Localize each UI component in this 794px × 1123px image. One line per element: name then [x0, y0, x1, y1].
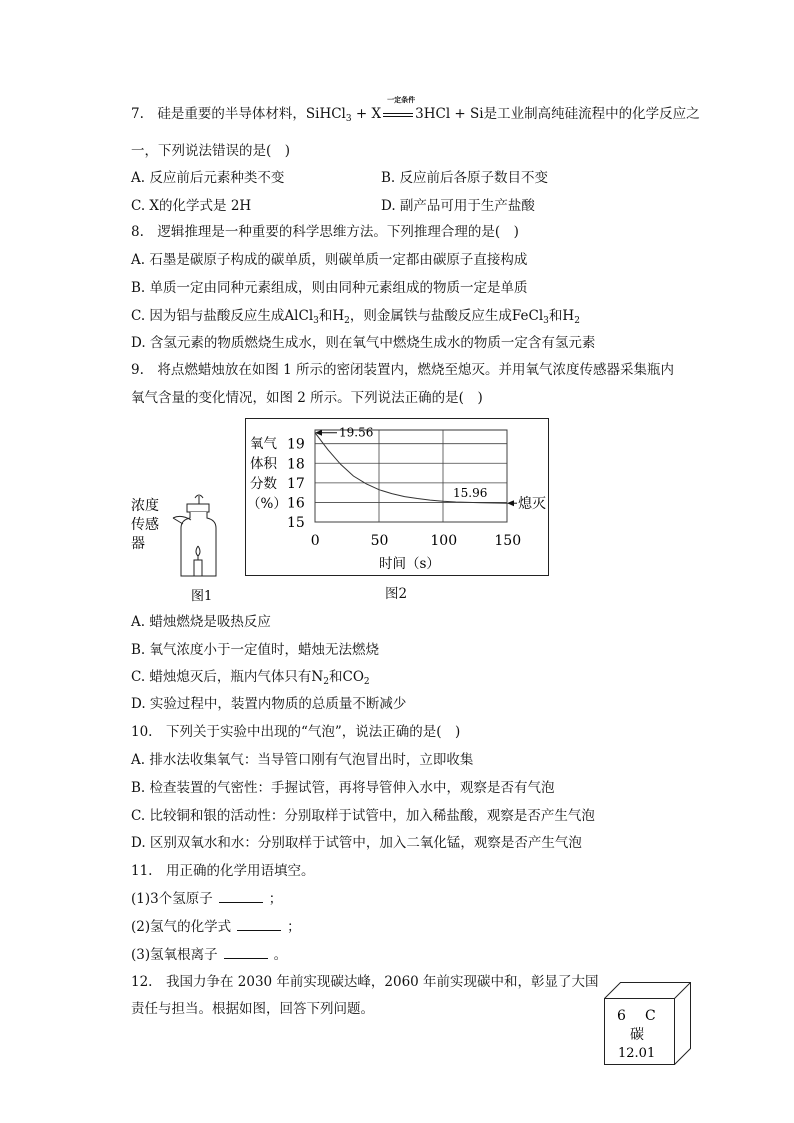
q8-option-c: C. 因为铝与盐酸反应生成AlCl$_3$和$H_2$，则金属铁与盐酸反应生成FeCl$_3$和$H_2$ — [131, 308, 580, 326]
q9-stem-line2: 氧气含量的变化情况，如图 2 所示。下列说法正确的是( ) — [131, 390, 483, 406]
q9-option-c: C. 蜡烛熄灭后，瓶内气体只有$N_2$和$CO_2$ — [131, 669, 370, 687]
q7-option-b: B. 反应前后各原子数目不变 — [381, 170, 549, 186]
q10-option-b: B. 检查装置的气密性：手握试管，再将导管伸入水中，观察是否有气泡 — [131, 780, 555, 796]
annotation-start-value: 19.56 — [339, 425, 374, 440]
atomic-number: 6 — [617, 1008, 626, 1024]
annotation-end-value: 15.96 — [453, 486, 488, 501]
q10-option-a: A. 排水法收集氧气：当导管口刚有气泡冒出时，立即收集 — [131, 752, 474, 768]
q7-option-d: D. 副产品可用于生产盐酸 — [381, 198, 535, 214]
q8-option-a: A. 石墨是碳原子构成的碳单质，则碳单质一定都由碳原子直接构成 — [131, 252, 528, 268]
x-tick-label: 50 — [370, 533, 389, 549]
q9-option-b: B. 氧气浓度小于一定值时，蜡烛无法燃烧 — [131, 642, 380, 658]
q10-option-d: D. 区别双氧水和水：分别取样于试管中，加入二氧化锰，观察是否产生气泡 — [131, 835, 582, 851]
figure-1-caption: 图1 — [191, 589, 213, 604]
q12-stem-line2: 责任与担当。根据如图，回答下列问题。 — [131, 1001, 374, 1017]
annotation-extinguish: 熄灭 — [518, 496, 546, 513]
q8-stem: 8. 逻辑推理是一种重要的科学思维方法。下列推理合理的是( ) — [131, 224, 519, 240]
x-axis-label: 时间（s） — [379, 556, 440, 572]
q11-item-2: (2)氢气的化学式 ； — [131, 919, 301, 935]
x-tick-label: 100 — [430, 533, 458, 549]
y-axis-label-line3: 分数 — [250, 476, 277, 492]
q9-option-d: D. 实验过程中，装置内物质的总质量不断减少 — [131, 696, 407, 712]
answer-blank-2[interactable] — [237, 918, 281, 931]
y-tick-label: 19 — [287, 436, 305, 453]
reaction-arrow: 一定条件 — [381, 104, 415, 124]
q7-stem-line2: 一，下列说法错误的是( ) — [131, 143, 291, 159]
sensor-label-line3: 器 — [131, 536, 145, 552]
y-tick-label: 17 — [287, 475, 305, 492]
q9-stem-line1: 9. 将点燃蜡烛放在如图 1 所示的密闭装置内，燃烧至熄灭。并用氧气浓度传感器采集瓶内 — [131, 362, 675, 378]
y-axis-label-line4: （%） — [247, 496, 287, 512]
answer-blank-1[interactable] — [219, 890, 263, 903]
element-name: 碳 — [630, 1027, 644, 1043]
y-tick-label: 15 — [287, 515, 305, 531]
sensor-label-line1: 浓度 — [131, 498, 159, 514]
sensor-label-line2: 传感 — [131, 517, 159, 533]
atomic-mass: 12.01 — [618, 1046, 656, 1061]
x-tick-label: 0 — [310, 533, 320, 549]
answer-blank-3[interactable] — [224, 946, 268, 959]
y-axis-label-line1: 氧气 — [250, 436, 277, 452]
q11-stem: 11. 用正确的化学用语填空。 — [131, 863, 315, 879]
q9-option-a: A. 蜡烛燃烧是吸热反应 — [131, 614, 271, 630]
x-tick-label: 150 — [494, 533, 522, 549]
q12-stem-line1: 12. 我国力争在 2030 年前实现碳达峰，2060 年前实现碳中和，彰显了大国 — [131, 974, 599, 990]
q10-stem: 10. 下列关于实验中出现的“气泡”，说法正确的是( ) — [131, 724, 461, 740]
q7-stem-line1: 7. 硅是重要的半导体材料，SiHCl$_3$ + X 一定条件 3HCl + Si是工业制高纯硅流程中的化学反应之 — [131, 95, 700, 124]
figure-2-caption: 图2 — [385, 586, 408, 602]
y-axis-label-line2: 体积 — [250, 456, 277, 472]
figure-1 — [125, 490, 235, 605]
q11-item-3: (3)氢氧根离子 。 — [131, 947, 288, 963]
element-symbol: C — [645, 1008, 656, 1024]
element-card-carbon — [600, 978, 695, 1070]
q8-option-d: D. 含氢元素的物质燃烧生成水，则在氧气中燃烧生成水的物质一定含有氢元素 — [131, 335, 596, 351]
q8-option-b: B. 单质一定由同种元素组成，则由同种元素组成的物质一定是单质 — [131, 280, 528, 296]
y-tick-label: 16 — [287, 495, 305, 512]
y-tick-label: 18 — [287, 456, 305, 473]
q10-option-c: C. 比较铜和银的活动性：分别取样于试管中，加入稀盐酸，观察是否产生气泡 — [131, 808, 595, 824]
figure-2-chart — [245, 418, 549, 578]
q7-option-c: C. X的化学式是 2H — [131, 198, 252, 214]
q11-item-1: (1)3个氢原子 ； — [131, 891, 283, 907]
q7-option-a: A. 反应前后元素种类不变 — [131, 170, 285, 186]
